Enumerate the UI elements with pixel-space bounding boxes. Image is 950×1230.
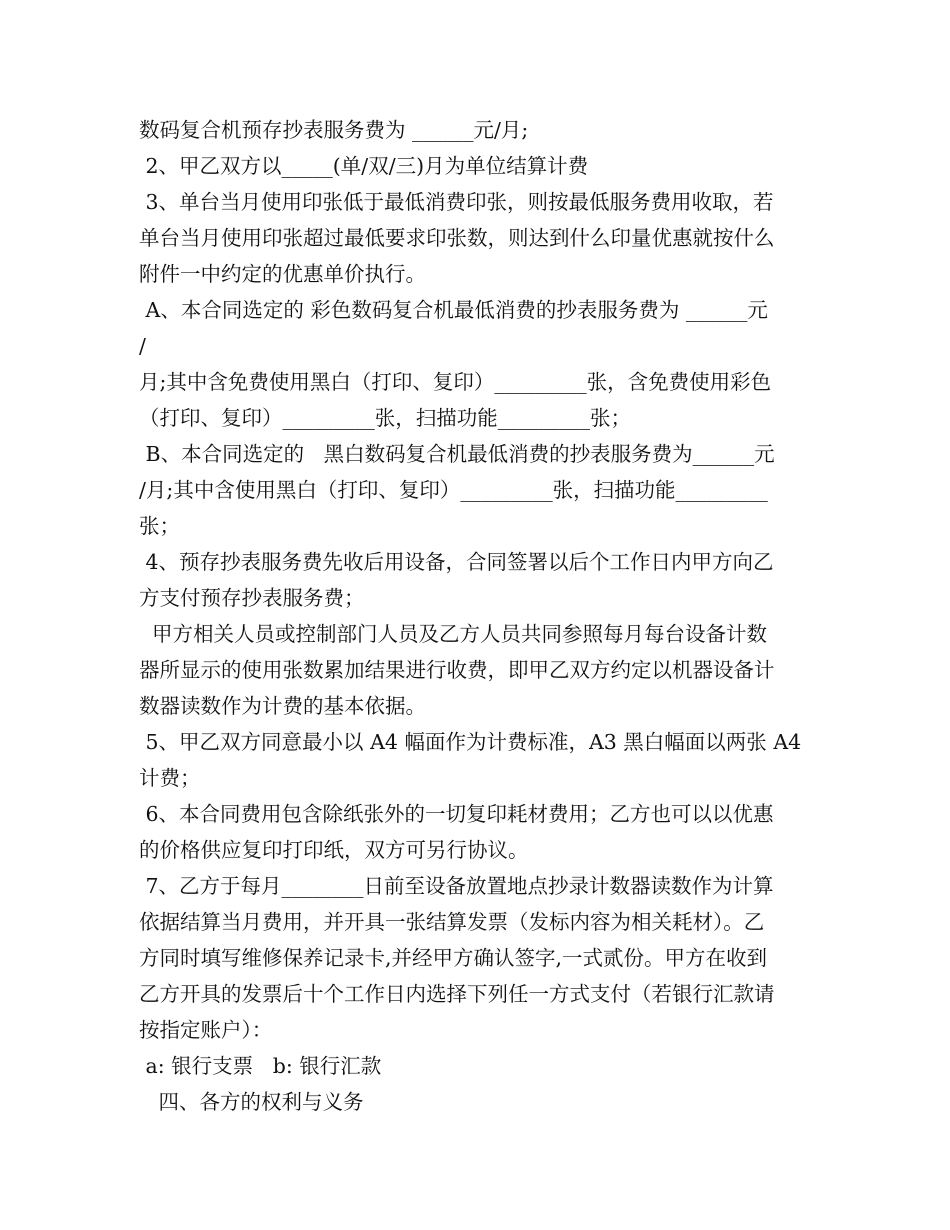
text-line: （打印、复印）_________张，扫描功能_________张；	[139, 406, 631, 430]
text-line: 的价格供应复印打印纸，双方可另行协议。	[139, 838, 529, 862]
text-line: 按指定账户）：	[139, 1018, 273, 1042]
text-line: 月;其中含免费使用黑白（打印、复印）_________张，含免费使用彩色	[139, 370, 772, 394]
text-line: 器所显示的使用张数累加结果进行收费，即甲乙双方约定以机器设备计	[139, 658, 775, 682]
text-line: 4、预存抄表服务费先收后用设备，合同签署以后个工作日内甲方向乙	[139, 550, 774, 574]
text-line: 3、单台当月使用印张低于最低消费印张，则按最低服务费用收取，若	[139, 190, 774, 214]
text-line: 乙方开具的发票后十个工作日内选择下列任一方式支付（若银行汇款请	[139, 982, 775, 1006]
text-line: 计费；	[139, 766, 201, 790]
text-line: 6、本合同费用包含除纸张外的一切复印耗材费用；乙方也可以以优惠	[139, 802, 774, 826]
text-line: /	[139, 334, 146, 358]
text-line: 2、甲乙双方以_____(单/双/三)月为单位结算计费	[139, 154, 589, 178]
text-line: 方同时填写维修保养记录卡,并经甲方确认签字,一式贰份。甲方在收到	[139, 946, 768, 970]
text-line: a: 银行支票 b: 银行汇款	[139, 1054, 382, 1078]
text-line: 数器读数作为计费的基本依据。	[139, 694, 426, 718]
text-line: 7、乙方于每月________日前至设备放置地点抄录计数器读数作为计算	[139, 874, 774, 898]
text-line: 5、甲乙双方同意最小以 A4 幅面作为计费标准，A3 黑白幅面以两张 A4	[139, 730, 802, 754]
text-line: 单台当月使用印张超过最低要求印张数，则达到什么印量优惠就按什么	[139, 226, 775, 250]
text-line: A、本合同选定的 彩色数码复合机最低消费的抄表服务费为 ______元	[139, 298, 768, 322]
text-line: 甲方相关人员或控制部门人员及乙方人员共同参照每月每台设备计数	[139, 622, 768, 646]
text-line: 依据结算当月费用，并开具一张结算发票（发标内容为相关耗材）。乙	[139, 910, 765, 934]
section-heading: 四、各方的权利与义务	[139, 1090, 364, 1114]
text-line: 张；	[139, 514, 180, 538]
text-line: 方支付预存抄表服务费；	[139, 586, 365, 610]
text-line: 数码复合机预存抄表服务费为 ______元/月;	[139, 118, 529, 142]
text-line: 附件一中约定的优惠单价执行。	[139, 262, 426, 286]
text-line: /月;其中含使用黑白（打印、复印）_________张，扫描功能_________	[139, 478, 768, 502]
text-line: B、本合同选定的 黑白数码复合机最低消费的抄表服务费为______元	[139, 442, 775, 466]
